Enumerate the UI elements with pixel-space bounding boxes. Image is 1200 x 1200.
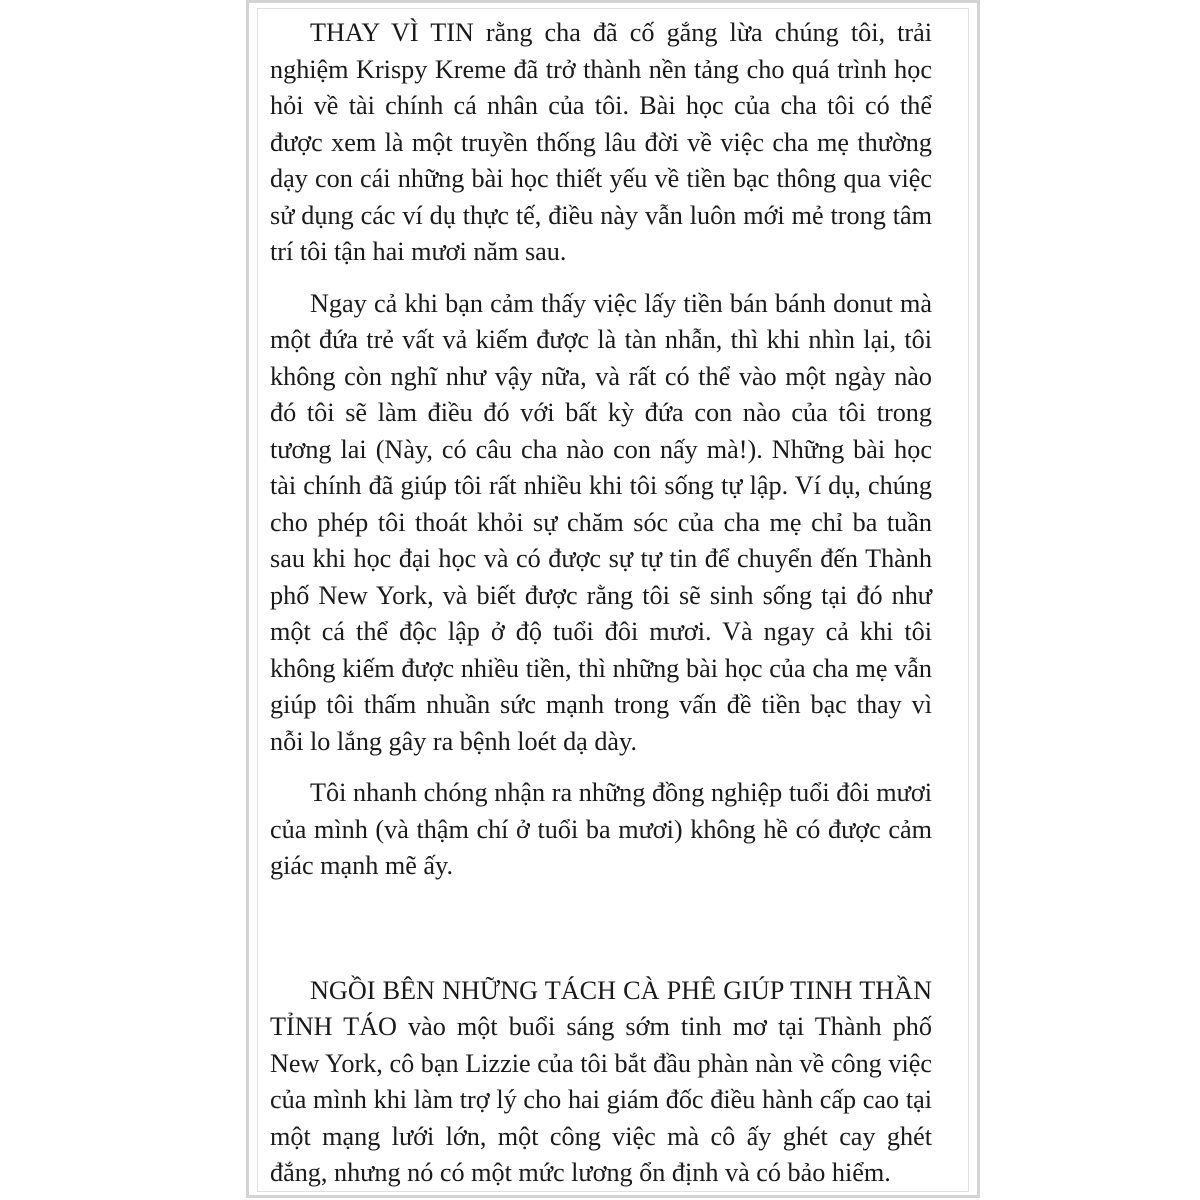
book-page-text bbox=[270, 15, 932, 1192]
section-break bbox=[270, 885, 932, 973]
paragraph-colleagues: Tôi nhanh chóng nhận ra những đồng nghiệp tuổi đôi mươi của mình (và thậm chí ở tuổi ba mươi) không hề có được cảm giác mạnh mẽ ấy. bbox=[270, 778, 932, 880]
paragraph-coffee-lizzie: NGỒI BÊN NHỮNG TÁCH CÀ PHÊ GIÚP TINH THẦN TỈNH TÁO vào một buổi sáng sớm tinh mơ tại Thành phố New York, cô bạn Lizzie của tôi bắt đầu phàn nàn về công việc của mình khi làm trợ lý cho hai giám đốc điều hành cấp cao tại một mạng lưới lớn, một công việc mà cô ấy ghét cay ghét đắng, nhưng nó có một mức lương ổn định và có bảo hiểm. bbox=[270, 975, 932, 1187]
paragraph-krispy-kreme: THAY VÌ TIN rằng cha đã cố gắng lừa chúng tôi, trải nghiệm Krispy Kreme đã trở thành nền tảng cho quá trình học hỏi về tài chính cá nhân của tôi. Bài học của cha tôi có thể được xem là một truyền thống lâu đời về việc cha mẹ thường dạy con cái những bài học thiết yếu về tiền bạc thông qua việc sử dụng các ví dụ thực tế, điều này vẫn luôn mới mẻ trong tâm trí tôi tận hai mươi năm sau. bbox=[270, 18, 932, 266]
paragraph-donut-lesson: Ngay cả khi bạn cảm thấy việc lấy tiền bán bánh donut mà một đứa trẻ vất vả kiếm được là tàn nhẫn, thì khi nhìn lại, tôi không còn nghĩ như vậy nữa, và rất có thể vào một ngày nào đó tôi sẽ làm điều đó với bất kỳ đứa con nào của tôi trong tương lai (Này, có câu cha nào con nấy mà!). Những bài học tài chính đã giúp tôi rất nhiều khi tôi sống tự lập. Ví dụ, chúng cho phép tôi thoát khỏi sự chăm sóc của cha mẹ chỉ ba tuần sau khi học đại học và có được sự tự tin để chuyển đến Thành phố New York, và biết được rằng tôi sẽ sinh sống tại đó như một cá thể độc lập ở độ tuổi đôi mươi. Và ngay cả khi tôi không kiếm được nhiều tiền, thì những bài học của cha mẹ vẫn giúp tôi thấm nhuần sức mạnh trong vấn đề tiền bạc thay vì nỗi lo lắng gây ra bệnh loét dạ dày. bbox=[270, 288, 932, 756]
